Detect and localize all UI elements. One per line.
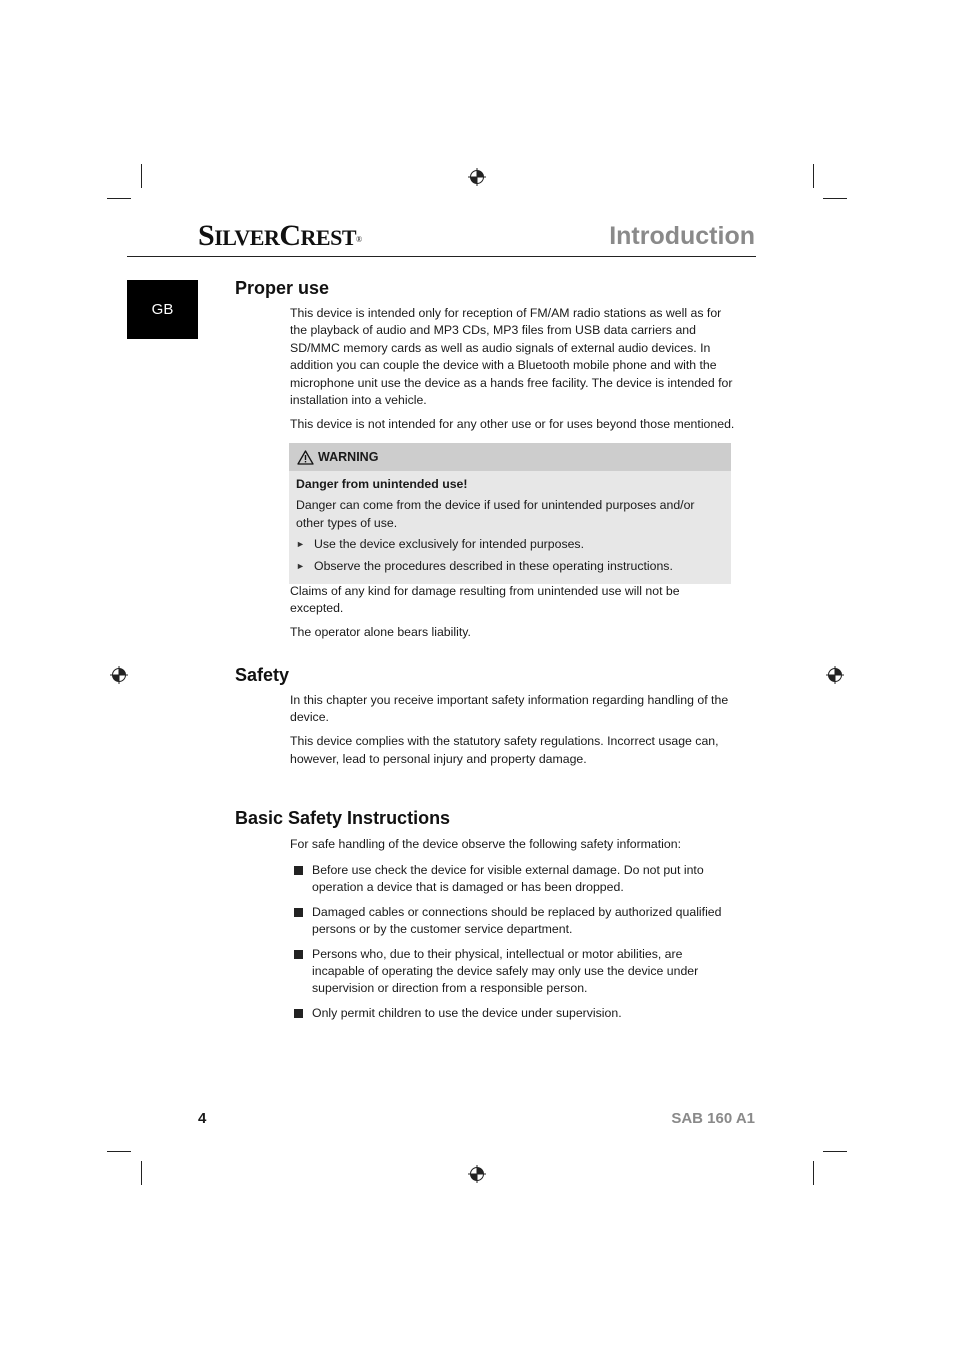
brand-logo-part: C [279,219,301,252]
list-item-text: Only permit children to use the device under supervision. [312,1005,622,1020]
crop-mark [107,198,131,199]
paragraph: This device complies with the statutory safety regulations. Incorrect usage can, however, lead to personal injury and property damage. [290,734,719,766]
brand-logo-part: ILVER [214,225,280,250]
language-tab: GB [127,280,198,339]
paragraph: The operator alone bears liability. [290,625,471,640]
section-heading-safety: Safety [235,665,290,685]
warning-text: Danger can come from the device if used for unintended purposes and/or other types of use. [296,498,695,530]
warning-triangle-icon [297,450,314,465]
paragraph: This device is intended only for reception of FM/AM radio stations as well as for the playback of audio and MP3 CDs, MP3 files from USB data carriers and SD/MMC memory cards as well as audio signals of external audio devices. In addition you can couple the device with a Bluetooth mobile phone and with the microphone unit use the device as a hands free facility. The device is intended for installation into a vehicle. [290,306,733,408]
safety-body [290,692,735,775]
list-item [290,1005,735,1022]
warning-title: Danger from unintended use! [296,477,468,491]
paragraph: In this chapter you receive important safety information regarding handling of the device. [290,693,729,725]
crop-mark [141,1161,142,1185]
model-number: SAB 160 A1 [671,1110,755,1127]
paragraph: This device is not intended for any other use or for uses beyond those mentioned. [290,416,735,431]
paragraph: For safe handling of the device observe the following safety information: [290,837,681,851]
warning-header [289,443,731,471]
crop-mark [823,1151,847,1152]
list-item-text: Damaged cables or connections should be replaced by authorized qualified persons or by the customer service department. [312,904,722,937]
brand-logo-part: S [198,219,215,252]
list-item-text: Observe the procedures described in these operating instructions. [314,559,673,574]
square-bullet-icon [290,904,312,939]
warning-label: WARNING [318,450,379,464]
page-title: Introduction [609,222,755,250]
basic-safety-intro [290,836,735,860]
list-item [290,904,735,939]
arrow-right-icon: ► [296,561,305,572]
brand-logo-part: REST [300,225,357,250]
registration-mark-icon [826,666,844,684]
crop-mark [141,164,142,188]
crop-mark [107,1151,131,1152]
registered-mark: ® [356,235,362,244]
page-number: 4 [198,1110,207,1127]
list-item-text: Before use check the device for visible external damage. Do not put into operation a device that is damaged or has been dropped. [312,863,704,895]
brand-logo [198,220,362,254]
list-item [290,862,735,897]
list-item-text: Use the device exclusively for intended purposes. [314,537,584,552]
registration-mark-icon [110,666,128,684]
list-item [296,558,724,575]
registration-mark-icon [468,168,486,186]
section-heading-basic-safety: Basic Safety Instructions [235,808,451,828]
list-item-text: Persons who, due to their physical, intellectual or motor abilities, are incapable of operating the device safely may only use the device under supervision or direction from a responsible person. [312,946,699,996]
crop-mark [813,164,814,188]
crop-mark [823,198,847,199]
square-bullet-icon [290,1005,312,1022]
registration-mark-icon [468,1165,486,1183]
header-divider [127,256,756,257]
list-item [290,946,735,998]
paragraph: Claims of any kind for damage resulting from unintended use will not be excepted. [290,584,680,616]
crop-mark [813,1161,814,1185]
section-heading-proper-use: Proper use [235,278,330,298]
square-bullet-icon [290,946,312,998]
arrow-right-icon: ► [296,539,305,550]
square-bullet-icon [290,862,312,897]
safety-list [290,862,735,1029]
proper-use-body [290,305,735,440]
list-item [296,536,724,553]
proper-use-after [290,583,735,648]
warning-box [289,443,731,584]
